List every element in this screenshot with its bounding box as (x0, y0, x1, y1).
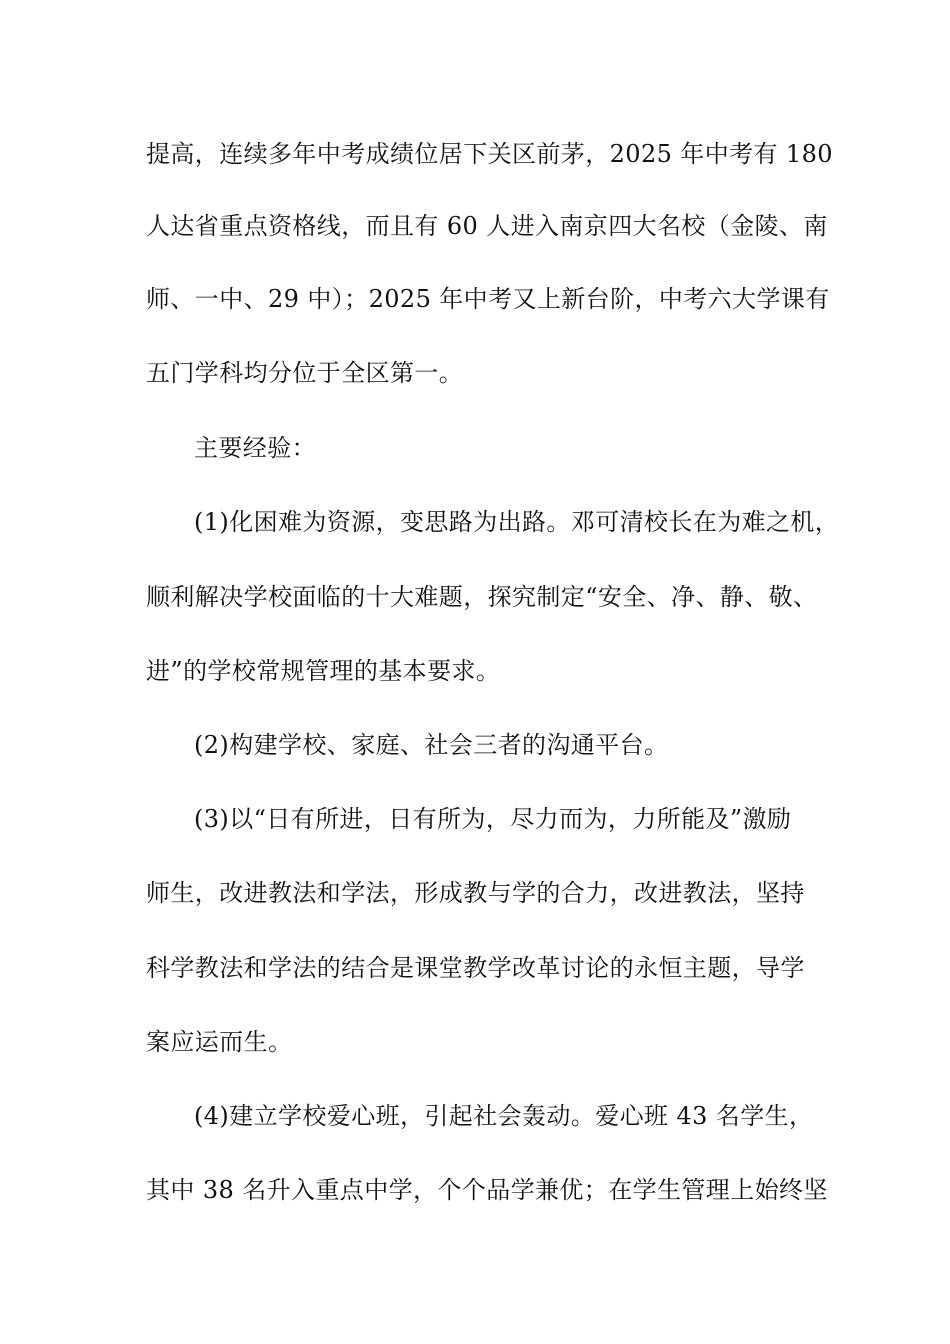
text-line: 人达省重点资格线，而且有 60 人进入南京四大名校（金陵、南 (146, 212, 828, 240)
text-line: 科学教法和学法的结合是课堂教学改革讨论的永恒主题，导学 (146, 954, 805, 982)
text-line: (1)化困难为资源，变思路为出路。邓可清校长在为难之机， (194, 508, 840, 536)
section-heading: 主要经验： (194, 434, 316, 462)
text-line: 进”的学校常规管理的基本要求。 (146, 657, 501, 685)
text-line: 师、一中、29 中）；2025 年中考又上新台阶，中考六大学课有 (146, 285, 830, 313)
text-line: (3)以“日有所进，日有所为，尽力而为，力所能及”激励 (194, 805, 792, 833)
text-line: 顺利解决学校面临的十大难题，探究制定“安全、净、静、敬、 (146, 583, 818, 611)
text-line: 其中 38 名升入重点中学，个个品学兼优；在学生管理上始终坚 (146, 1176, 828, 1204)
text-line: (4)建立学校爱心班，引起社会轰动。爱心班 43 名学生， (194, 1102, 814, 1130)
text-line: 师生，改进教法和学法，形成教与学的合力，改进教法，坚持 (146, 879, 805, 907)
text-line: 提高，连续多年中考成绩位居下关区前茅，2025 年中考有 180 (146, 140, 833, 168)
text-line: (2)构建学校、家庭、社会三者的沟通平台。 (194, 731, 669, 759)
text-line: 案应运而生。 (146, 1028, 293, 1056)
text-line: 五门学科均分位于全区第一。 (146, 359, 464, 387)
